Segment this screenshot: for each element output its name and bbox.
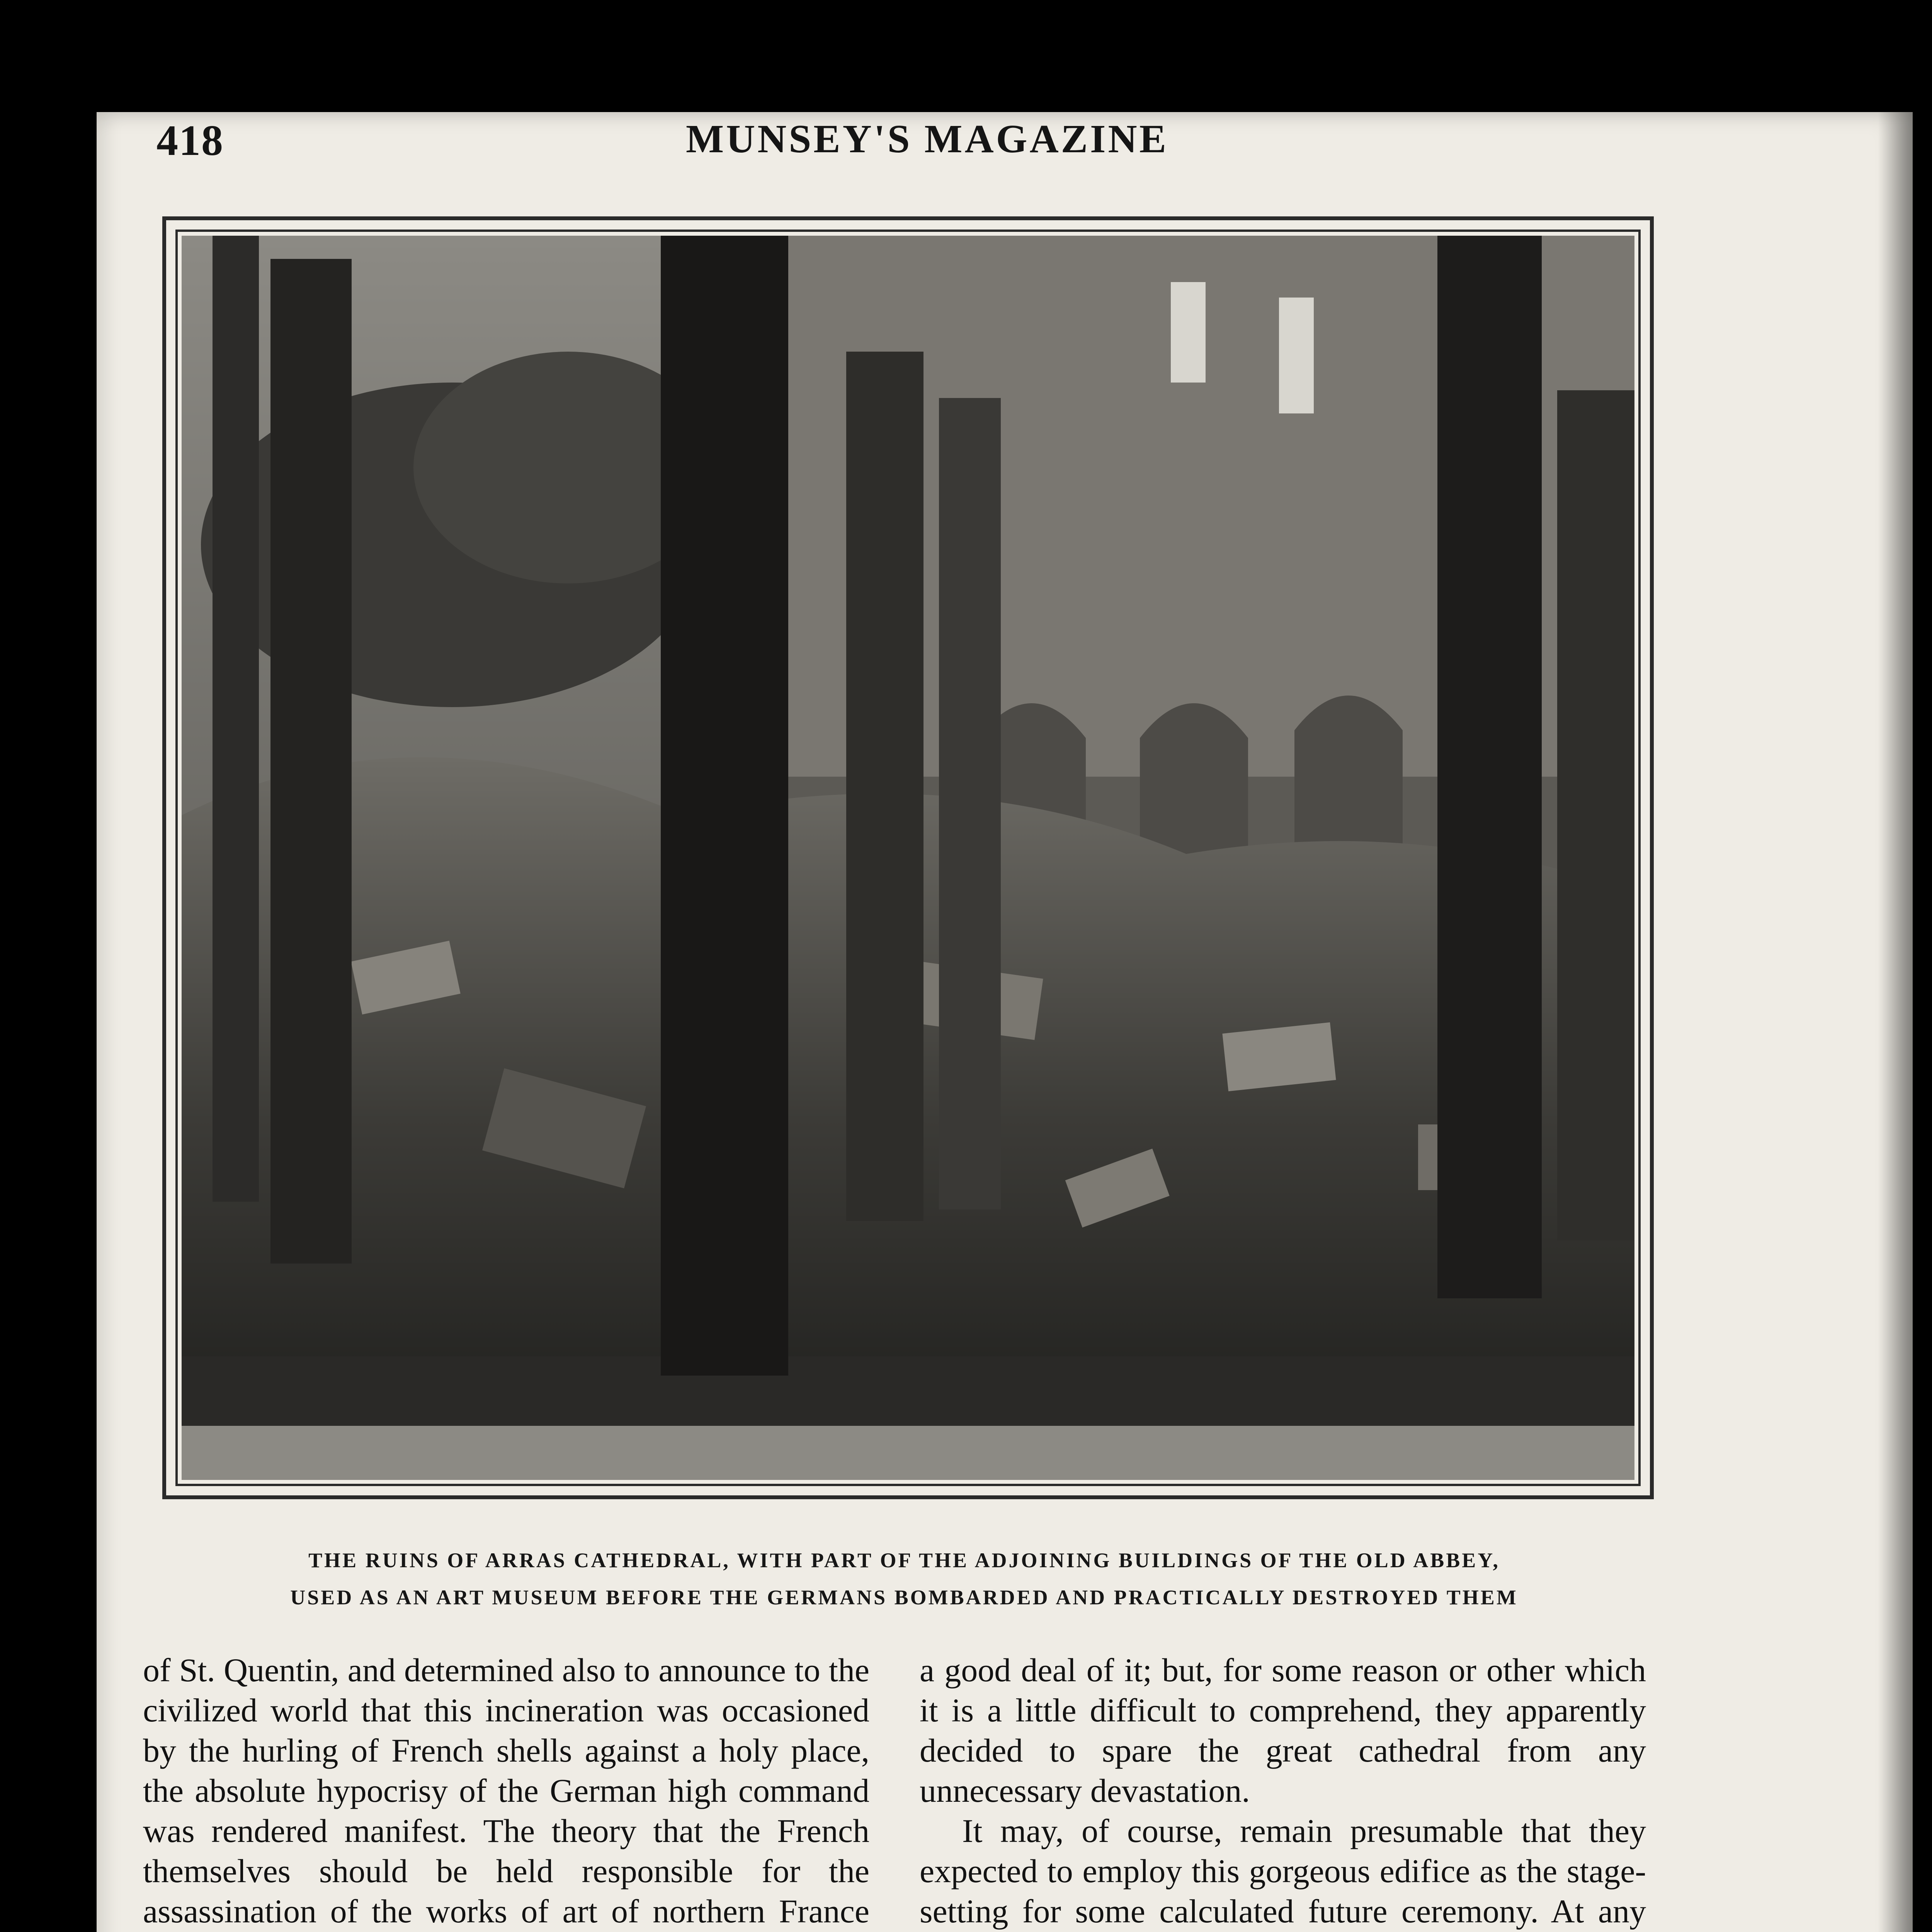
caption-line-2: USED AS AN ART MUSEUM BEFORE THE GERMANS BOMBARDED AND PRACTICALLY DESTROYED THEM: [290, 1586, 1518, 1609]
cathedral-ruins-photo: [182, 236, 1634, 1480]
page-header: [156, 116, 1702, 178]
page-number: 418: [156, 117, 224, 165]
figure-caption: [131, 1542, 1677, 1616]
cathedral-ruins-illustration: [182, 236, 1634, 1480]
page-gutter-shadow: [1878, 112, 1913, 1932]
running-head: MUNSEY'S MAGAZINE: [686, 117, 1168, 161]
photo-frame: [162, 216, 1654, 1499]
right-paragraph-2: It may, of course, remain presumable that they expected to employ this gorgeous edifice as the stage-setting for some calculated future ceremony. At any: [920, 1812, 1646, 1930]
caption-line-1: THE RUINS OF ARRAS CATHEDRAL, WITH PART OF THE ADJOINING BUILDINGS OF THE OLD ABBEY,: [308, 1549, 1500, 1572]
right-paragraph-1: a good deal of it; but, for some reason or other which it is a little difficult to comprehend, they apparently decided to spare the great cathedral from any unnecessary devastation.: [920, 1651, 1646, 1809]
right-column: [920, 1650, 1646, 1932]
left-paragraph-1: of St. Quentin, and determined also to announce to the civilized world that this incineration was occasioned by the hurling of French shells against a holy place, the absolute hypocrisy of the German high command was rendered manifest. The theory that the French themselves should be held responsible for the assassination of the works of art of northern France: [143, 1651, 869, 1930]
left-column: [143, 1650, 869, 1932]
